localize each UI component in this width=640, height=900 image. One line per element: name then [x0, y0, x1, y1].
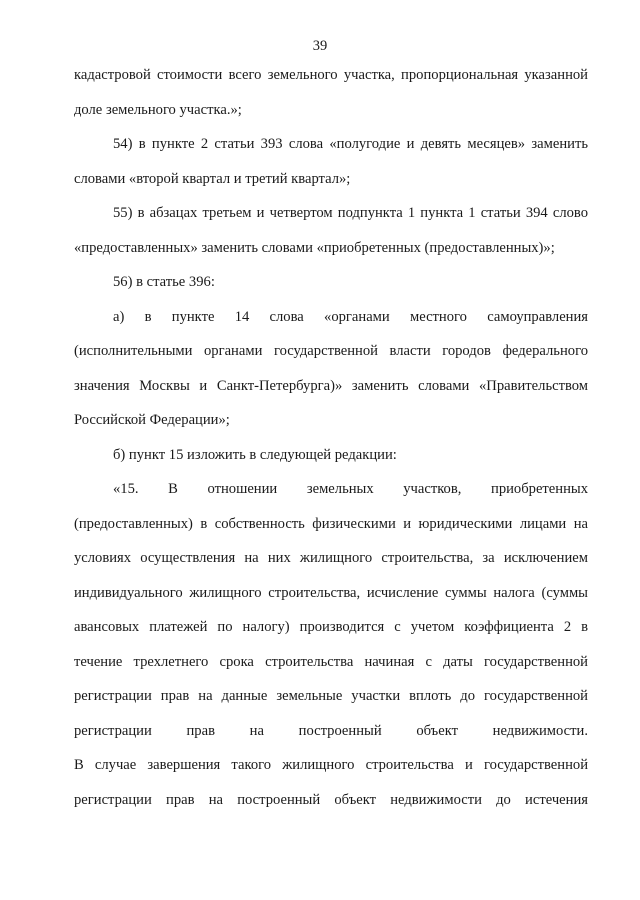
text-line: индивидуального жилищного строительства, исчисление суммы налога (суммы — [74, 584, 588, 601]
text-line: 56) в статье 396: — [113, 274, 215, 290]
text-line: авансовых платежей по налогу) производится с учетом коэффициента 2 в — [74, 619, 588, 635]
text-line: «15. В отношении земельных участков, приобретенных — [113, 481, 588, 497]
text-line: условиях осуществления на них жилищного строительства, за исключением — [74, 550, 588, 566]
text-line: доле земельного участка.»; — [74, 101, 242, 118]
text-line: В случае завершения такого жилищного строительства и государственной — [74, 757, 588, 773]
text-line: «предоставленных» заменить словами «приобретенных (предоставленных)»; — [74, 239, 555, 256]
text-line: кадастровой стоимости всего земельного участка, пропорциональная указанной — [74, 67, 588, 83]
text-line: регистрации прав на данные земельные участки вплоть до государственной — [74, 688, 588, 704]
text-line: течение трехлетнего срока строительства начиная с даты государственной — [74, 653, 588, 670]
text-line: Российской Федерации»; — [74, 412, 230, 428]
text-line: значения Москвы и Санкт-Петербурга)» заменить словами «Правительством — [74, 377, 588, 394]
page-number: 39 — [312, 38, 328, 54]
text-line: словами «второй квартал и третий квартал»; — [74, 170, 351, 187]
text-line: 55) в абзацах третьем и четвертом подпункта 1 пункта 1 статьи 394 слово — [113, 205, 588, 221]
text-line: (исполнительными органами государственной власти городов федерального — [74, 343, 588, 359]
text-line: регистрации прав на построенный объект недвижимости. — [74, 722, 588, 739]
text-line: 54) в пункте 2 статьи 393 слова «полугодие и девять месяцев» заменить — [113, 136, 588, 152]
document-body — [74, 58, 588, 817]
text-line: б) пункт 15 изложить в следующей редакции: — [113, 446, 397, 463]
text-line: а) в пункте 14 слова «органами местного самоуправления — [113, 308, 588, 325]
text-line: (предоставленных) в собственность физическими и юридическими лицами на — [74, 515, 588, 532]
text-line: регистрации прав на построенный объект недвижимости до истечения — [74, 791, 588, 808]
